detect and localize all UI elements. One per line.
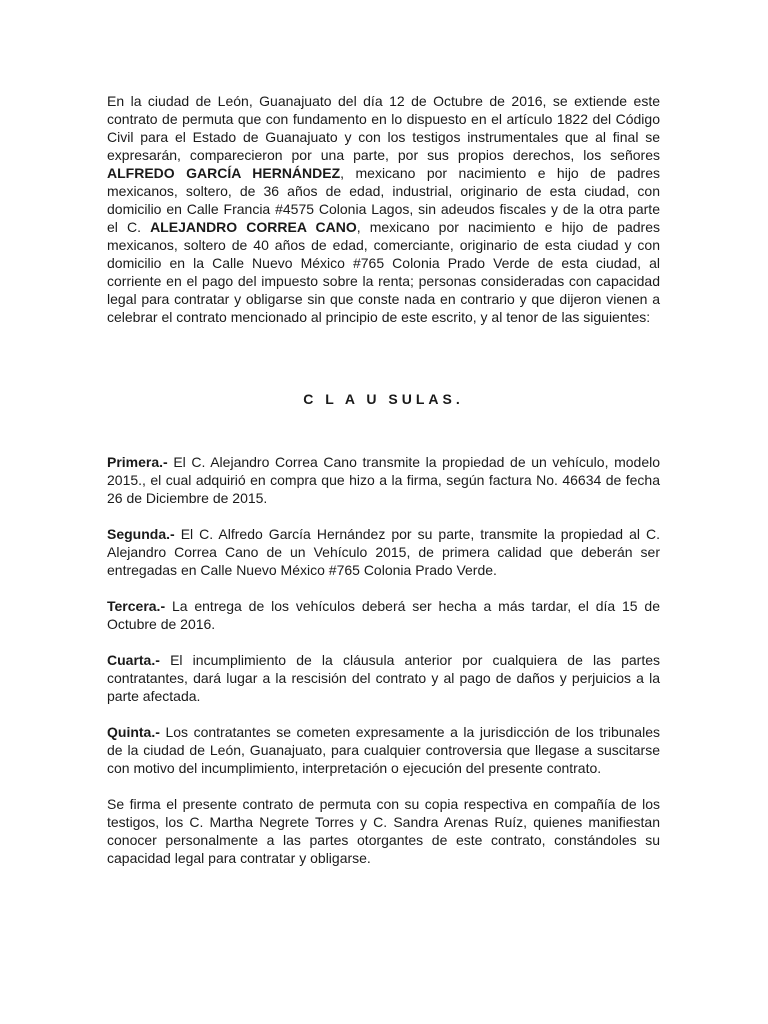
party-name-1: ALFREDO GARCÍA HERNÁNDEZ bbox=[107, 165, 341, 181]
clause-label: Cuarta.- bbox=[107, 652, 160, 668]
clause-text: El incumplimiento de la cláusula anterior por cualquiera de las partes contratantes, dará lugar a la rescisión del contrato y al pago de daños y perjuicios a la parte afectada. bbox=[107, 652, 660, 704]
clause-label: Quinta.- bbox=[107, 724, 160, 740]
intro-paragraph bbox=[107, 92, 660, 326]
closing-paragraph: Se firma el presente contrato de permuta con su copia respectiva en compañía de los testigos, los C. Martha Negrete Torres y C. Sandra Arenas Ruíz, quienes manifiestan conocer personalmente a las partes otorgantes de este contrato, constándoles su capacidad legal para contratar y obligarse. bbox=[107, 796, 660, 866]
clause-segunda bbox=[107, 525, 660, 579]
clause-cuarta bbox=[107, 651, 660, 705]
clauses-heading: C L A U SULAS. bbox=[303, 391, 464, 407]
clause-label: Primera.- bbox=[107, 454, 168, 470]
clause-quinta bbox=[107, 723, 660, 777]
clause-tercera bbox=[107, 597, 660, 633]
clause-text: Los contratantes se cometen expresamente a la jurisdicción de los tribunales de la ciudad de León, Guanajuato, para cualquier controversia que llegase a suscitarse con motivo del incumplimiento, interpretación o ejecución del presente contrato. bbox=[107, 724, 660, 776]
intro-text-1: En la ciudad de León, Guanajuato del día 12 de Octubre de 2016, se extiende este contrato de permuta que con fundamento en lo dispuesto en el artículo 1822 del Código Civil para el Estado de Guanajuato y con los testigos instrumentales que al final se expresarán, comparecieron por una parte, por sus propios derechos, los señores bbox=[107, 93, 660, 163]
intro-text-2: , mexicano por nacimiento e hijo de padres mexicanos, soltero, de 36 años de edad, industrial, originario de esta ciudad, con domicilio en Calle Francia #4575 Colonia Lagos, sin adeudos fiscales y de la otra parte el C. bbox=[107, 165, 660, 235]
clause-text: El C. Alfredo García Hernández por su parte, transmite la propiedad al C. Alejandro Correa Cano de un Vehículo 2015, de primera calidad que deberán ser entregadas en Calle Nuevo México #765 Colonia Prado Verde. bbox=[107, 526, 660, 578]
clause-label: Tercera.- bbox=[107, 598, 166, 614]
clause-label: Segunda.- bbox=[107, 526, 175, 542]
clause-text: La entrega de los vehículos deberá ser hecha a más tardar, el día 15 de Octubre de 2016. bbox=[107, 598, 660, 632]
clause-text: El C. Alejandro Correa Cano transmite la propiedad de un vehículo, modelo 2015., el cual adquirió en compra que hizo a la firma, según factura No. 46634 de fecha 26 de Diciembre de 2015. bbox=[107, 454, 660, 506]
intro-text-3: , mexicano por nacimiento e hijo de padres mexicanos, soltero de 40 años de edad, comerciante, originario de esta ciudad y con domicilio en la Calle Nuevo México #765 Colonia Prado Verde de esta ciudad, al corriente en el pago del impuesto sobre la renta; personas consideradas con capacidad legal para contratar y obligarse sin que conste nada en contrario y que dijeron vienen a celebrar el contrato mencionado al principio de este escrito, y al tenor de las siguientes: bbox=[107, 219, 660, 325]
party-name-2: ALEJANDRO CORREA CANO bbox=[150, 219, 357, 235]
clause-primera bbox=[107, 453, 660, 507]
document-page bbox=[107, 92, 660, 867]
